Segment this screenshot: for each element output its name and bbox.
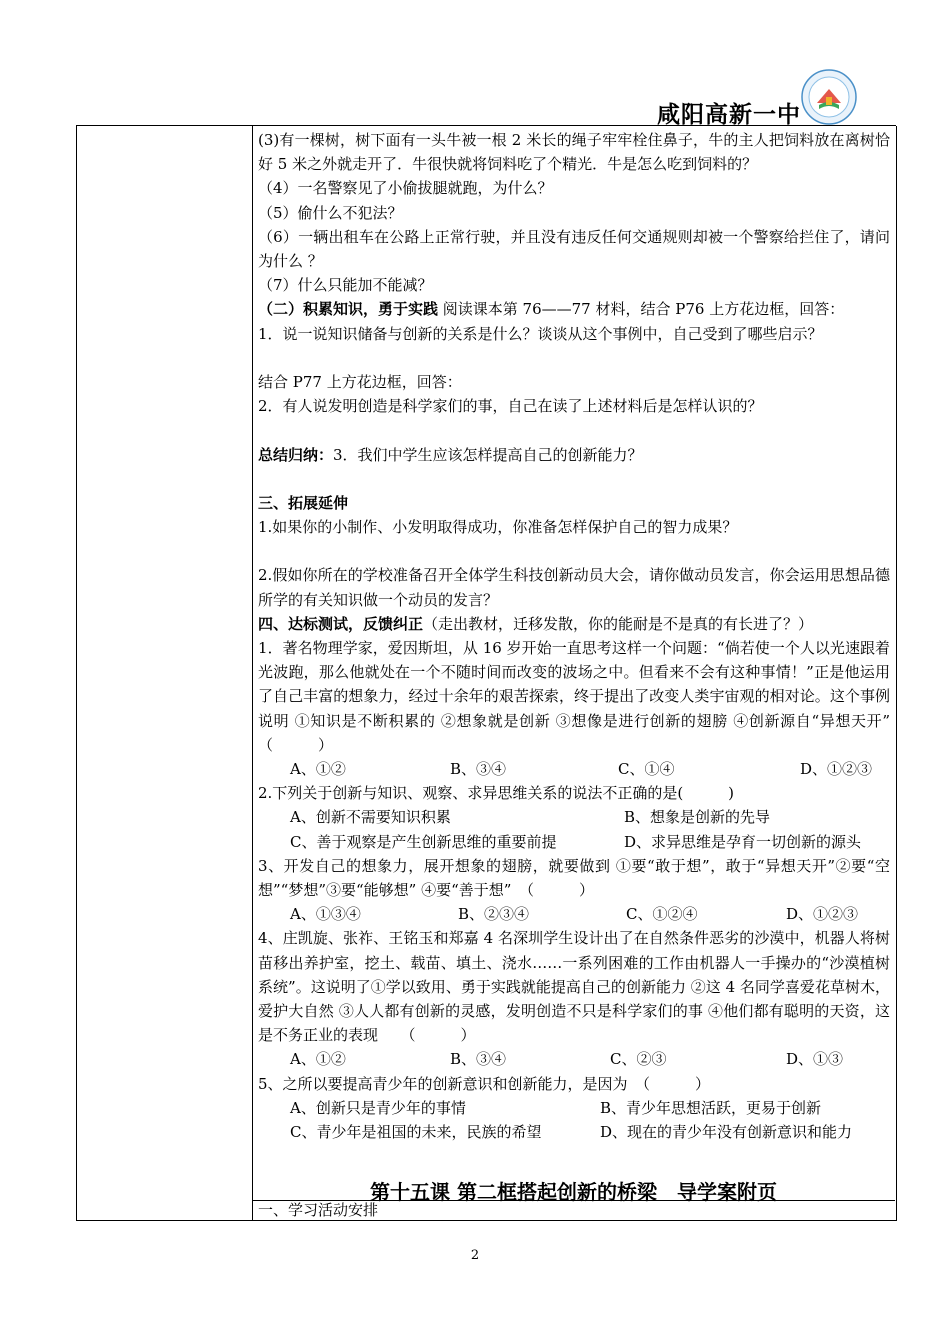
test-question-5: 5、之所以要提高青少年的创新意识和创新能力，是因为 （ ） — [258, 1074, 711, 1093]
section-2-question-2: 2．有人说发明创造是科学家们的事，自己在读了上述材料后是怎样认识的？ — [258, 397, 763, 416]
test-question-5-options-row-2 — [258, 1120, 890, 1144]
summary-label: 总结归纳： — [258, 445, 334, 464]
test-question-3-options — [258, 902, 890, 926]
option-a: A、创新不需要知识积累 — [290, 808, 451, 827]
test-question-2-options-row-1 — [258, 805, 890, 829]
option-c: C、①④ — [618, 760, 675, 779]
option-b: B、青少年思想活跃，更易于创新 — [600, 1098, 822, 1117]
option-b: B、③④ — [450, 760, 507, 779]
main-content-cell — [258, 128, 906, 1144]
option-d: D、求异思维是孕育一切创新的源头 — [624, 832, 862, 851]
test-question-3: 3、开发自己的想象力，展开想象的翅膀，就要做到 ①要“敢于想”，敢于“异想天开”②要“空想”“梦想”③要“能够想” ④要“善于想” （ ） — [258, 856, 890, 899]
option-a: A、①③④ — [290, 905, 361, 924]
option-b: B、想象是创新的先导 — [624, 808, 771, 827]
test-question-4: 4、庄凯旋、张祚、王铭玉和郑嘉 4 名深圳学生设计出了在自然条件恶劣的沙漠中，机器人将树苗移出养护室，挖土、载苗、填土、浇水……一系列困难的工作由机器人一手操办的“沙漠植树系统”。这说明了①学以致用、勇于实践就能提高自己的创新能力 ②这 4 名同学喜爱花草树木，爱护大自然 ③人人都有创新的灵感，发明创造不只是科学家们的事 ④他们都有聪明的天资，这是不务正业的表现 （ ） — [258, 929, 890, 1045]
test-question-5-options-row-1 — [258, 1096, 890, 1120]
table-column-divider — [252, 126, 253, 1220]
section-3-heading: 三、拓展延伸 — [258, 493, 349, 512]
appendix-title: 第十五课 第二框搭起创新的桥梁 导学案附页 — [370, 1180, 777, 1204]
option-b: B、③④ — [450, 1050, 507, 1069]
activity-heading: 一、学习活动安排 — [258, 1201, 379, 1219]
option-c: C、青少年是祖国的未来，民族的希望 — [290, 1122, 542, 1141]
school-name: 咸阳高新一中 — [657, 102, 801, 128]
option-d: D、①②③ — [786, 905, 859, 924]
option-c: C、①②④ — [626, 905, 698, 924]
section-3-question-1: 1.如果你的小制作、小发明取得成功，你准备怎样保护自己的智力成果？ — [258, 518, 738, 537]
riddle-4: （4）一名警察见了小偷拔腿就跑，为什么？ — [258, 179, 553, 198]
option-a: A、①② — [290, 1050, 346, 1069]
riddle-5: （5）偷什么不犯法？ — [258, 203, 403, 222]
test-question-1: 1．著名物理学家，爱因斯坦，从 16 岁开始一直思考这样一个问题：“倘若使一个人以光速跟着光波跑，那么他就处在一个不随时间而改变的波场之中。但看来不会有这种事情！”正是他运用了自己丰富的想象力，经过十余年的艰苦探索，终于提出了改变人类宇宙观的相对论。这个事例说明 ①知识是不断积累的 ②想象就是创新 ③想像是进行创新的翅膀 ④创新源自“异想天开” （ ） — [258, 639, 906, 754]
section-4-note: （走出教材，迁移发散，你的能耐是不是真的有长进了？） — [423, 614, 814, 633]
section-2-title: （二）积累知识，勇于实践 — [258, 300, 439, 319]
section-2-question-1: 1．说一说知识储备与创新的关系是什么？谈谈从这个事例中，自己受到了哪些启示？ — [258, 324, 823, 343]
riddle-6: （6）一辆出租车在公路上正常行驶，并且没有违反任何交通规则却被一个警察给拦住了，请问为什么 ？ — [258, 227, 890, 270]
option-c: C、善于观察是产生创新思维的重要前提 — [290, 832, 557, 851]
riddle-7: （7）什么只能加不能减？ — [258, 276, 433, 295]
test-question-4-options — [258, 1047, 890, 1071]
summary-question: 3．我们中学生应该怎样提高自己的创新能力？ — [333, 445, 643, 464]
option-a: A、①② — [290, 760, 346, 779]
option-d: D、现在的青少年没有创新意识和能力 — [600, 1122, 853, 1141]
summary-line — [258, 443, 890, 467]
option-d: D、①②③ — [800, 760, 873, 779]
section-2-note: 结合 P77 上方花边框，回答： — [258, 372, 462, 391]
section-2-instruction: 阅读课本第 76——77 材料，结合 P76 上方花边框，回答： — [438, 300, 845, 319]
section-4-title: 四、达标测试，反馈纠正 — [258, 614, 424, 633]
page-number: 2 — [470, 1248, 480, 1263]
option-a: A、创新只是青少年的事情 — [290, 1098, 466, 1117]
section-2-heading — [258, 297, 890, 321]
test-question-2-options-row-2 — [258, 830, 890, 854]
section-4-heading — [258, 612, 890, 636]
option-b: B、②③④ — [458, 905, 530, 924]
option-d: D、①③ — [786, 1050, 844, 1069]
riddle-3: (3)有一棵树，树下面有一头牛被一根 2 米长的绳子牢牢栓住鼻子，牛的主人把饲料放在离树恰好 5 米之外就走开了．牛很快就将饲料吃了个精光．牛是怎么吃到饲料的？ — [258, 131, 890, 174]
option-c: C、②③ — [610, 1050, 667, 1069]
test-question-1-options — [258, 757, 890, 781]
section-3-question-2: 2.假如你所在的学校准备召开全体学生科技创新动员大会，请你做动员发言，你会运用思想品德所学的有关知识做一个动员的发言？ — [258, 566, 890, 609]
school-logo-icon — [801, 69, 857, 125]
test-question-2: 2.下列关于创新与知识、观察、求异思维关系的说法不正确的是( ) — [258, 784, 735, 803]
